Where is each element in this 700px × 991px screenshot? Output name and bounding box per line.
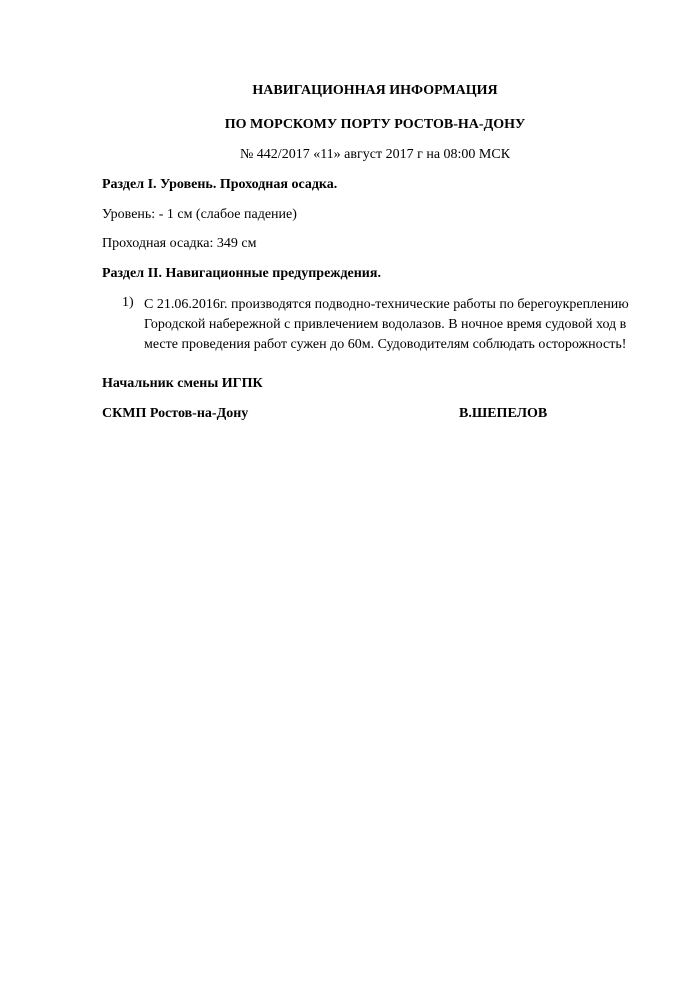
document-subtitle: № 442/2017 «11» август 2017 г на 08:00 МСК xyxy=(239,147,511,162)
draft-line: Проходная осадка: 349 см xyxy=(102,236,257,251)
warning-number: 1) xyxy=(122,295,134,310)
section2-heading: Раздел II. Навигационные предупреждения. xyxy=(102,266,381,281)
section1-heading: Раздел I. Уровень. Проходная осадка. xyxy=(102,177,338,192)
warning-text-line: месте проведения работ сужен до 60м. Судоводителям соблюдать осторожность! xyxy=(144,337,627,352)
warning-text-line: С 21.06.2016г. производятся подводно-технические работы по берегоукреплению xyxy=(144,297,629,312)
document-title-line1: НАВИГАЦИОННАЯ ИНФОРМАЦИЯ xyxy=(252,83,498,98)
warning-item xyxy=(102,295,662,355)
warnings-list xyxy=(102,295,662,355)
document-title-line2: ПО МОРСКОМУ ПОРТУ РОСТОВ-НА-ДОНУ xyxy=(224,117,526,132)
level-line: Уровень: - 1 см (слабое падение) xyxy=(102,207,297,222)
chief-title: Начальник смены ИГПК xyxy=(102,376,263,391)
organization-name: СКМП Ростов-на-Дону xyxy=(102,406,249,421)
warning-text-line: Городской набережной с привлечением водолазов. В ночное время судовой ход в xyxy=(144,317,627,332)
warning-text xyxy=(144,295,644,355)
signatory-name: В.ШЕПЕЛОВ xyxy=(459,406,548,421)
